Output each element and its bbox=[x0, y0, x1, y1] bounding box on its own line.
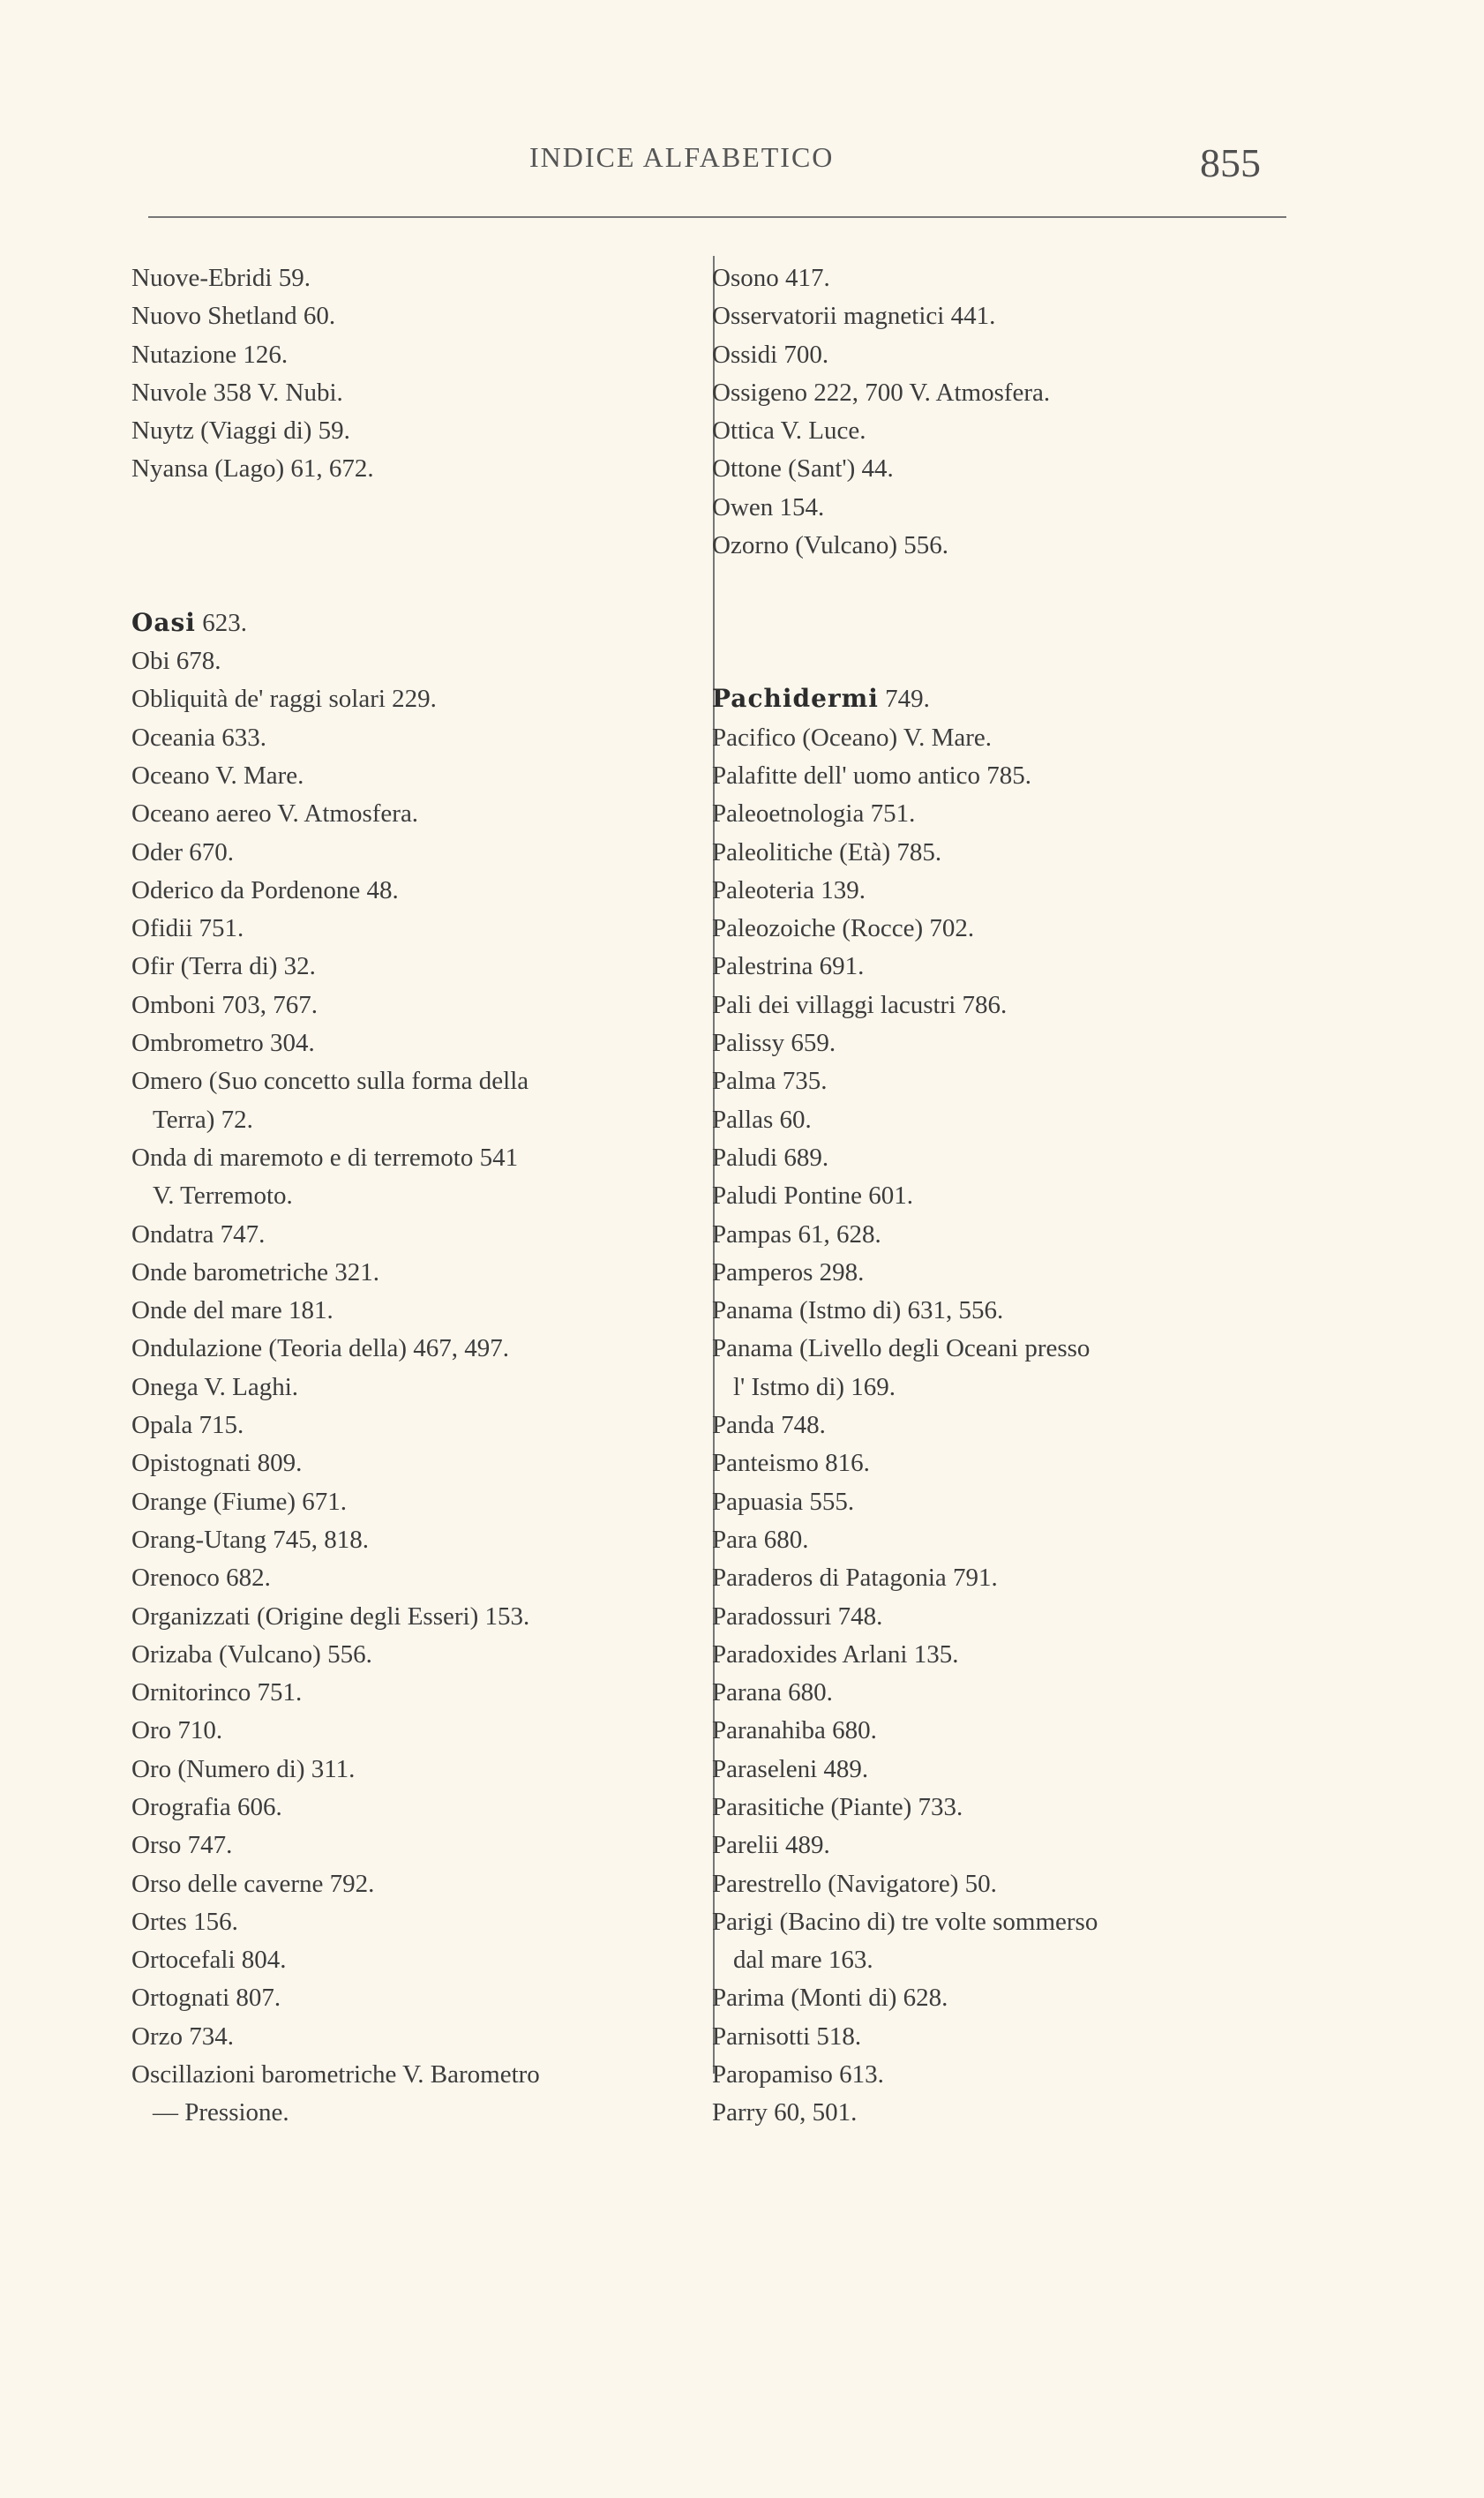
index-entry: Paleoetnologia 751. bbox=[712, 799, 916, 829]
index-entry: Ortognati 807. bbox=[131, 1984, 281, 2013]
index-entry: Ondatra 747. bbox=[131, 1219, 266, 1249]
index-entry: Nutazione 126. bbox=[131, 340, 289, 369]
index-entry: Oscillazioni barometriche V. Barometro bbox=[131, 2060, 540, 2089]
index-entry: Organizzati (Origine degli Esseri) 153. bbox=[131, 1602, 530, 1631]
index-entry: Onde barometriche 321. bbox=[131, 1257, 380, 1287]
index-entry: Paropamiso 613. bbox=[712, 2060, 884, 2089]
index-entry: Orang-Utang 745, 818. bbox=[131, 1525, 370, 1554]
index-entry: Paradoxides Arlani 135. bbox=[712, 1639, 959, 1669]
index-entry: Orzo 734. bbox=[131, 2022, 234, 2051]
index-entry: Papuasia 555. bbox=[712, 1487, 855, 1516]
index-entry: Parana 680. bbox=[712, 1678, 833, 1707]
running-header-title: INDICE ALFABETICO bbox=[529, 141, 835, 173]
header-rule bbox=[148, 216, 1286, 218]
section-head-ref: 623. bbox=[195, 608, 247, 637]
index-entry: Orenoco 682. bbox=[131, 1564, 271, 1593]
index-entry: Nuytz (Viaggi di) 59. bbox=[131, 416, 350, 446]
index-entry-continuation: V. Terremoto. bbox=[153, 1181, 293, 1211]
index-entry: Pamperos 298. bbox=[712, 1257, 865, 1287]
index-entry: Ossigeno 222, 700 V. Atmosfera. bbox=[712, 378, 1051, 407]
index-entry-continuation: — Pressione. bbox=[153, 2098, 289, 2127]
index-entry-continuation: l' Istmo di) 169. bbox=[733, 1372, 896, 1401]
index-entry: Ondulazione (Teoria della) 467, 497. bbox=[131, 1334, 509, 1363]
index-entry: Ortes 156. bbox=[131, 1907, 238, 1936]
left-column bbox=[131, 259, 687, 2133]
index-entry: Palma 735. bbox=[712, 1067, 828, 1096]
index-entry: Nyansa (Lago) 61, 672. bbox=[131, 454, 374, 484]
index-entry: Nuvole 358 V. Nubi. bbox=[131, 378, 343, 407]
index-entry-continuation: Terra) 72. bbox=[153, 1105, 253, 1134]
index-entry: Paleoteria 139. bbox=[712, 875, 866, 904]
index-entry: Ornitorinco 751. bbox=[131, 1678, 303, 1707]
index-entry: Onega V. Laghi. bbox=[131, 1372, 299, 1401]
index-entry: Oceano aereo V. Atmosfera. bbox=[131, 799, 419, 829]
index-entry: Panda 748. bbox=[712, 1411, 826, 1440]
index-entry: Osservatorii magnetici 441. bbox=[712, 302, 996, 331]
index-entry: Onda di maremoto e di terremoto 541 bbox=[131, 1143, 519, 1172]
index-entry: Panama (Livello degli Oceani presso bbox=[712, 1334, 1091, 1363]
index-entry-section-head bbox=[131, 604, 687, 642]
index-entry: Omboni 703, 767. bbox=[131, 990, 319, 1019]
index-entry: Orso delle caverne 792. bbox=[131, 1869, 375, 1898]
index-entry: Orografia 606. bbox=[131, 1792, 282, 1821]
section-head-word: Pachidermi bbox=[712, 684, 879, 714]
index-entry: Palestrina 691. bbox=[712, 952, 865, 981]
index-entry: Pacifico (Oceano) V. Mare. bbox=[712, 723, 993, 752]
index-entry: Ofir (Terra di) 32. bbox=[131, 952, 316, 981]
index-entry: Owen 154. bbox=[712, 492, 825, 521]
index-entry: Paleolitiche (Età) 785. bbox=[712, 837, 942, 866]
index-entry: Onde del mare 181. bbox=[131, 1296, 334, 1325]
section-gap bbox=[710, 565, 1275, 679]
index-entry: Nuovo Shetland 60. bbox=[131, 302, 336, 331]
index-entry: Parestrello (Navigatore) 50. bbox=[712, 1869, 997, 1898]
index-entry: Oceano V. Mare. bbox=[131, 761, 304, 790]
index-entry: Pali dei villaggi lacustri 786. bbox=[712, 990, 1008, 1019]
index-entry: Omero (Suo concetto sulla forma della bbox=[131, 1067, 529, 1096]
index-entry: Orizaba (Vulcano) 556. bbox=[131, 1639, 372, 1669]
index-entry: Obi 678. bbox=[131, 647, 221, 676]
index-entry: Parelii 489. bbox=[712, 1831, 830, 1860]
index-entry: Para 680. bbox=[712, 1525, 809, 1554]
index-entry: Pallas 60. bbox=[712, 1105, 812, 1134]
index-entry: Parry 60, 501. bbox=[712, 2098, 858, 2127]
index-entry: Orange (Fiume) 671. bbox=[131, 1487, 348, 1516]
index-entry: Oceania 633. bbox=[131, 723, 266, 752]
index-entry: Ottone (Sant') 44. bbox=[712, 454, 894, 484]
index-entry: Pampas 61, 628. bbox=[712, 1219, 881, 1249]
index-entry: Ossidi 700. bbox=[712, 340, 829, 369]
index-entry: Paradossuri 748. bbox=[712, 1602, 883, 1631]
index-entry: Ombrometro 304. bbox=[131, 1029, 315, 1058]
index-entry: Oderico da Pordenone 48. bbox=[131, 875, 399, 904]
index-entry: Parnisotti 518. bbox=[712, 2022, 862, 2051]
section-gap bbox=[131, 489, 687, 604]
index-entry: Ortocefali 804. bbox=[131, 1946, 287, 1975]
index-entry-continuation: dal mare 163. bbox=[733, 1946, 873, 1975]
index-entry: Palafitte dell' uomo antico 785. bbox=[712, 761, 1032, 790]
index-entry: Obliquità de' raggi solari 229. bbox=[131, 685, 437, 714]
index-entry-section-head bbox=[710, 679, 1275, 718]
index-entry: Oro 710. bbox=[131, 1716, 223, 1745]
index-entry: Ottica V. Luce. bbox=[712, 416, 866, 446]
index-entry: Paranahiba 680. bbox=[712, 1716, 877, 1745]
index-entry: Osono 417. bbox=[712, 264, 830, 292]
index-entry: Opistognati 809. bbox=[131, 1449, 303, 1478]
right-column bbox=[710, 259, 1275, 2133]
index-entry: Panama (Istmo di) 631, 556. bbox=[712, 1296, 1004, 1325]
index-entry: Orso 747. bbox=[131, 1831, 233, 1860]
index-entry: Paraseleni 489. bbox=[712, 1754, 869, 1783]
index-entry: Ofidii 751. bbox=[131, 914, 244, 943]
index-entry: Paraderos di Patagonia 791. bbox=[712, 1564, 998, 1593]
index-entry: Oro (Numero di) 311. bbox=[131, 1754, 356, 1783]
index-entry: Parigi (Bacino di) tre volte sommerso bbox=[712, 1907, 1098, 1936]
index-entry: Paludi 689. bbox=[712, 1143, 829, 1172]
page-number: 855 bbox=[1200, 140, 1261, 185]
index-entry: Parasitiche (Piante) 733. bbox=[712, 1792, 963, 1821]
index-entry: Oder 670. bbox=[131, 837, 234, 866]
index-entry: Paludi Pontine 601. bbox=[712, 1181, 913, 1211]
index-entry: Paleozoiche (Rocce) 702. bbox=[712, 914, 975, 943]
index-entry: Parima (Monti di) 628. bbox=[712, 1984, 948, 2013]
section-head-word: Oasi bbox=[131, 607, 196, 637]
index-entry: Ozorno (Vulcano) 556. bbox=[712, 531, 949, 560]
index-entry: Panteismo 816. bbox=[712, 1449, 870, 1478]
section-head-ref: 749. bbox=[878, 685, 930, 714]
index-entry: Palissy 659. bbox=[712, 1029, 836, 1058]
index-entry: Opala 715. bbox=[131, 1411, 244, 1440]
index-entry: Nuove-Ebridi 59. bbox=[131, 264, 311, 292]
